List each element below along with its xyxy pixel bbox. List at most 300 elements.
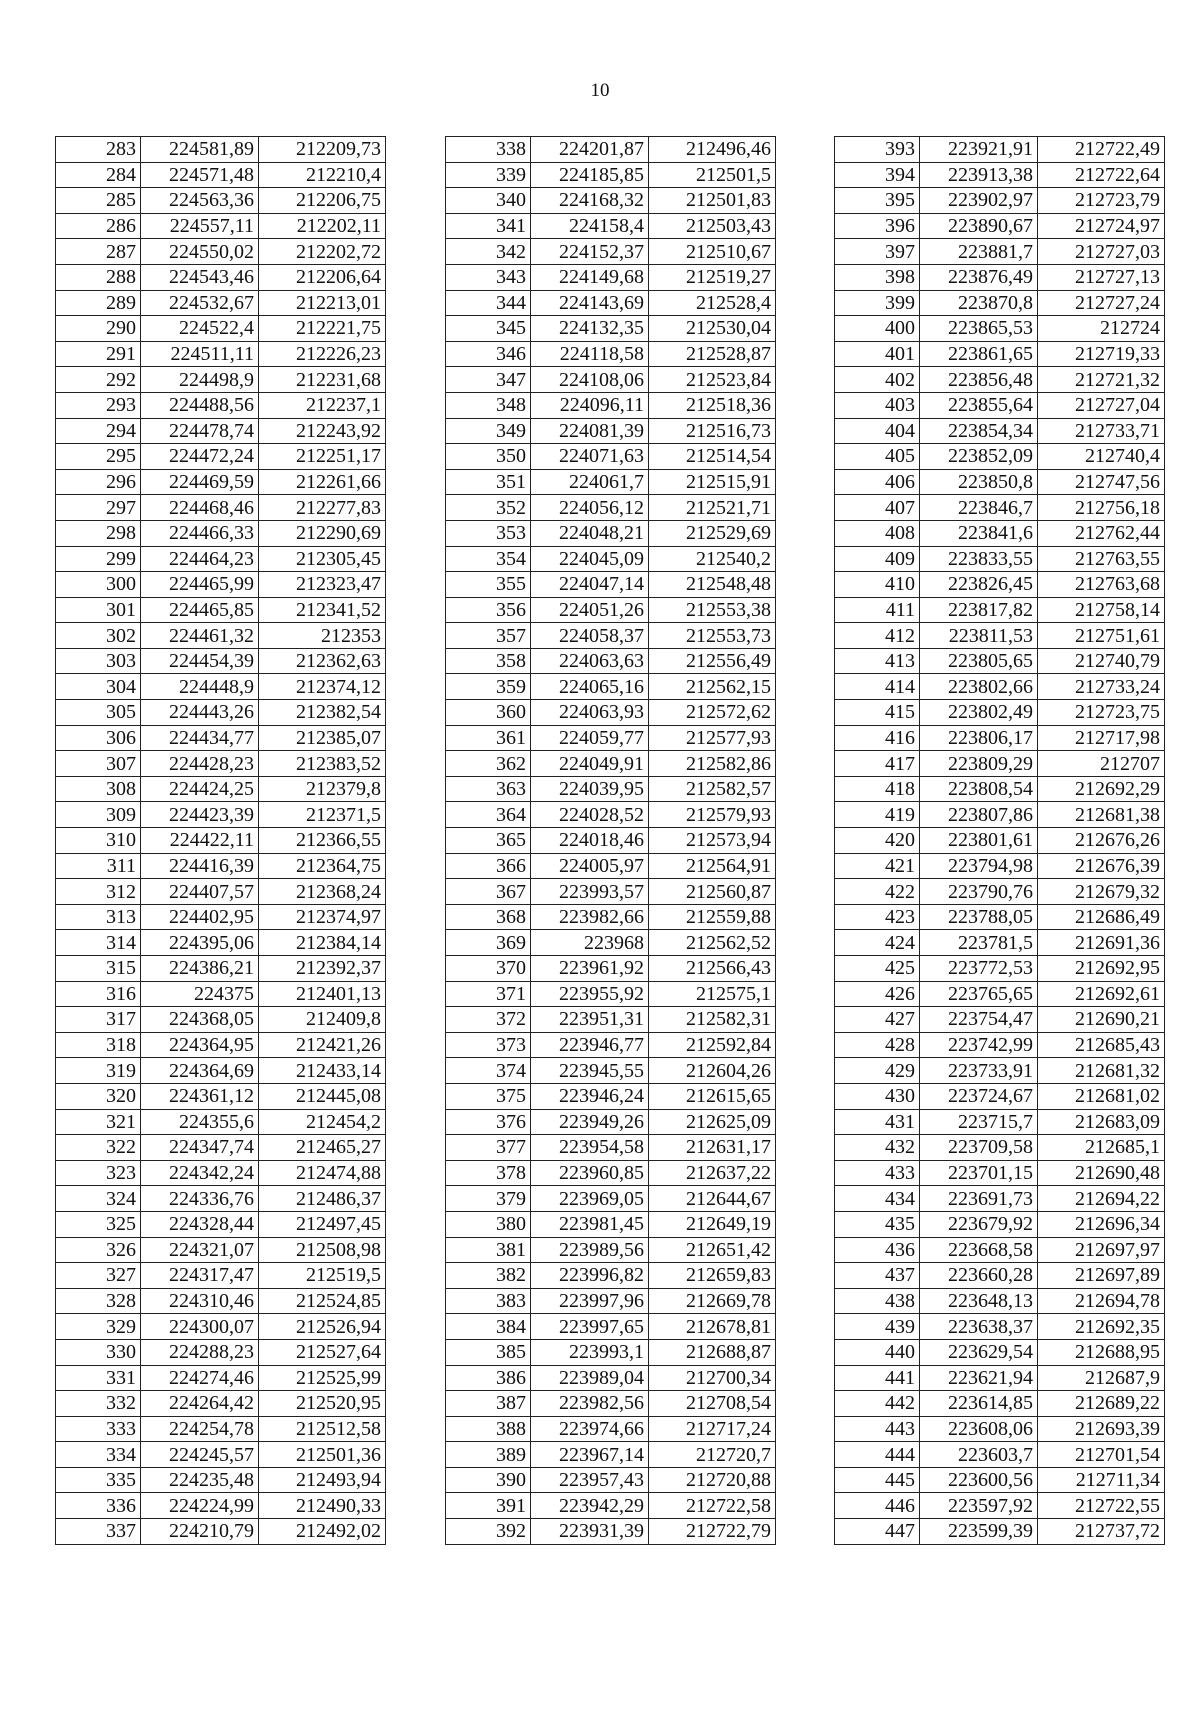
table-row bbox=[56, 1007, 386, 1033]
point-number-cell: 411 bbox=[835, 597, 920, 623]
point-number-cell: 416 bbox=[835, 725, 920, 751]
table-row bbox=[56, 1391, 386, 1417]
y-coordinate-cell: 212717,98 bbox=[1038, 725, 1165, 751]
y-coordinate-cell: 212689,22 bbox=[1038, 1391, 1165, 1417]
y-coordinate-cell: 212490,33 bbox=[259, 1493, 386, 1519]
point-number-cell: 391 bbox=[446, 1493, 531, 1519]
table-row bbox=[56, 1416, 386, 1442]
y-coordinate-cell: 212562,15 bbox=[649, 674, 776, 700]
y-coordinate-cell: 212341,52 bbox=[259, 597, 386, 623]
point-number-cell: 306 bbox=[56, 725, 141, 751]
table-row bbox=[56, 1237, 386, 1263]
y-coordinate-cell: 212382,54 bbox=[259, 700, 386, 726]
y-coordinate-cell: 212685,43 bbox=[1038, 1032, 1165, 1058]
x-coordinate-cell: 224364,69 bbox=[141, 1058, 259, 1084]
point-number-cell: 365 bbox=[446, 828, 531, 854]
table-row bbox=[835, 597, 1165, 623]
point-number-cell: 297 bbox=[56, 495, 141, 521]
table-row bbox=[446, 137, 776, 163]
x-coordinate-cell: 224342,24 bbox=[141, 1160, 259, 1186]
table-row bbox=[56, 853, 386, 879]
y-coordinate-cell: 212353 bbox=[259, 623, 386, 649]
point-number-cell: 376 bbox=[446, 1109, 531, 1135]
y-coordinate-cell: 212692,29 bbox=[1038, 776, 1165, 802]
point-number-cell: 358 bbox=[446, 648, 531, 674]
x-coordinate-cell: 223960,85 bbox=[531, 1160, 649, 1186]
x-coordinate-cell: 224448,9 bbox=[141, 674, 259, 700]
table-row bbox=[56, 1442, 386, 1468]
y-coordinate-cell: 212631,17 bbox=[649, 1135, 776, 1161]
point-number-cell: 286 bbox=[56, 213, 141, 239]
point-number-cell: 322 bbox=[56, 1135, 141, 1161]
point-number-cell: 413 bbox=[835, 648, 920, 674]
x-coordinate-cell: 224168,32 bbox=[531, 188, 649, 214]
point-number-cell: 299 bbox=[56, 546, 141, 572]
x-coordinate-cell: 224081,39 bbox=[531, 418, 649, 444]
x-coordinate-cell: 224149,68 bbox=[531, 264, 649, 290]
y-coordinate-cell: 212433,14 bbox=[259, 1058, 386, 1084]
point-number-cell: 381 bbox=[446, 1237, 531, 1263]
point-number-cell: 314 bbox=[56, 930, 141, 956]
point-number-cell: 367 bbox=[446, 879, 531, 905]
y-coordinate-cell: 212688,95 bbox=[1038, 1339, 1165, 1365]
x-coordinate-cell: 224317,47 bbox=[141, 1263, 259, 1289]
y-coordinate-cell: 212221,75 bbox=[259, 316, 386, 342]
x-coordinate-cell: 223691,73 bbox=[920, 1186, 1038, 1212]
point-number-cell: 393 bbox=[835, 137, 920, 163]
table-row bbox=[835, 1237, 1165, 1263]
point-number-cell: 401 bbox=[835, 341, 920, 367]
table-row bbox=[446, 213, 776, 239]
table-row bbox=[56, 1339, 386, 1365]
table-row bbox=[835, 213, 1165, 239]
point-number-cell: 288 bbox=[56, 264, 141, 290]
y-coordinate-cell: 212717,24 bbox=[649, 1416, 776, 1442]
y-coordinate-cell: 212520,95 bbox=[259, 1391, 386, 1417]
table-row bbox=[446, 1160, 776, 1186]
table-row bbox=[446, 623, 776, 649]
point-number-cell: 362 bbox=[446, 751, 531, 777]
point-number-cell: 357 bbox=[446, 623, 531, 649]
table-row bbox=[446, 597, 776, 623]
x-coordinate-cell: 224274,46 bbox=[141, 1365, 259, 1391]
y-coordinate-cell: 212625,09 bbox=[649, 1109, 776, 1135]
table-row bbox=[56, 264, 386, 290]
table-row bbox=[56, 1467, 386, 1493]
table-row bbox=[56, 930, 386, 956]
table-row bbox=[835, 520, 1165, 546]
point-number-cell: 415 bbox=[835, 700, 920, 726]
point-number-cell: 336 bbox=[56, 1493, 141, 1519]
table-row bbox=[446, 444, 776, 470]
point-number-cell: 319 bbox=[56, 1058, 141, 1084]
coordinates-table-1 bbox=[55, 136, 386, 1545]
table-row bbox=[446, 674, 776, 700]
y-coordinate-cell: 212679,32 bbox=[1038, 879, 1165, 905]
x-coordinate-cell: 223638,37 bbox=[920, 1314, 1038, 1340]
x-coordinate-cell: 223850,8 bbox=[920, 469, 1038, 495]
x-coordinate-cell: 224018,46 bbox=[531, 828, 649, 854]
point-number-cell: 390 bbox=[446, 1467, 531, 1493]
x-coordinate-cell: 223993,1 bbox=[531, 1339, 649, 1365]
table-row bbox=[446, 264, 776, 290]
y-coordinate-cell: 212409,8 bbox=[259, 1007, 386, 1033]
x-coordinate-cell: 223614,85 bbox=[920, 1391, 1038, 1417]
point-number-cell: 422 bbox=[835, 879, 920, 905]
y-coordinate-cell: 212206,75 bbox=[259, 188, 386, 214]
table-row bbox=[446, 725, 776, 751]
x-coordinate-cell: 223772,53 bbox=[920, 956, 1038, 982]
y-coordinate-cell: 212454,2 bbox=[259, 1109, 386, 1135]
y-coordinate-cell: 212685,1 bbox=[1038, 1135, 1165, 1161]
point-number-cell: 395 bbox=[835, 188, 920, 214]
point-number-cell: 424 bbox=[835, 930, 920, 956]
x-coordinate-cell: 223808,54 bbox=[920, 776, 1038, 802]
y-coordinate-cell: 212210,4 bbox=[259, 162, 386, 188]
point-number-cell: 361 bbox=[446, 725, 531, 751]
point-number-cell: 378 bbox=[446, 1160, 531, 1186]
table-row bbox=[56, 751, 386, 777]
x-coordinate-cell: 223801,61 bbox=[920, 828, 1038, 854]
y-coordinate-cell: 212719,33 bbox=[1038, 341, 1165, 367]
table-row bbox=[835, 674, 1165, 700]
y-coordinate-cell: 212676,39 bbox=[1038, 853, 1165, 879]
x-coordinate-cell: 224375 bbox=[141, 981, 259, 1007]
x-coordinate-cell: 224321,07 bbox=[141, 1237, 259, 1263]
point-number-cell: 283 bbox=[56, 137, 141, 163]
point-number-cell: 400 bbox=[835, 316, 920, 342]
table-row bbox=[835, 904, 1165, 930]
table-row bbox=[446, 879, 776, 905]
x-coordinate-cell: 224264,42 bbox=[141, 1391, 259, 1417]
point-number-cell: 412 bbox=[835, 623, 920, 649]
table-row bbox=[835, 725, 1165, 751]
y-coordinate-cell: 212721,32 bbox=[1038, 367, 1165, 393]
y-coordinate-cell: 212575,1 bbox=[649, 981, 776, 1007]
point-number-cell: 359 bbox=[446, 674, 531, 700]
table-row bbox=[56, 879, 386, 905]
y-coordinate-cell: 212691,36 bbox=[1038, 930, 1165, 956]
y-coordinate-cell: 212374,12 bbox=[259, 674, 386, 700]
table-row bbox=[446, 1339, 776, 1365]
point-number-cell: 428 bbox=[835, 1032, 920, 1058]
y-coordinate-cell: 212525,99 bbox=[259, 1365, 386, 1391]
point-number-cell: 402 bbox=[835, 367, 920, 393]
table-row bbox=[446, 1365, 776, 1391]
table-row bbox=[835, 495, 1165, 521]
coordinates-table-2 bbox=[445, 136, 776, 1545]
y-coordinate-cell: 212692,61 bbox=[1038, 981, 1165, 1007]
x-coordinate-cell: 223754,47 bbox=[920, 1007, 1038, 1033]
table-row bbox=[446, 367, 776, 393]
x-coordinate-cell: 223629,54 bbox=[920, 1339, 1038, 1365]
y-coordinate-cell: 212371,5 bbox=[259, 802, 386, 828]
point-number-cell: 363 bbox=[446, 776, 531, 802]
x-coordinate-cell: 223841,6 bbox=[920, 520, 1038, 546]
point-number-cell: 344 bbox=[446, 290, 531, 316]
y-coordinate-cell: 212524,85 bbox=[259, 1288, 386, 1314]
point-number-cell: 420 bbox=[835, 828, 920, 854]
table-row bbox=[835, 1519, 1165, 1545]
point-number-cell: 284 bbox=[56, 162, 141, 188]
table-row bbox=[446, 1058, 776, 1084]
x-coordinate-cell: 224511,11 bbox=[141, 341, 259, 367]
x-coordinate-cell: 224152,37 bbox=[531, 239, 649, 265]
y-coordinate-cell: 212572,62 bbox=[649, 700, 776, 726]
x-coordinate-cell: 223817,82 bbox=[920, 597, 1038, 623]
y-coordinate-cell: 212401,13 bbox=[259, 981, 386, 1007]
x-coordinate-cell: 223806,17 bbox=[920, 725, 1038, 751]
y-coordinate-cell: 212202,72 bbox=[259, 239, 386, 265]
point-number-cell: 383 bbox=[446, 1288, 531, 1314]
table-row bbox=[56, 904, 386, 930]
y-coordinate-cell: 212465,27 bbox=[259, 1135, 386, 1161]
y-coordinate-cell: 212604,26 bbox=[649, 1058, 776, 1084]
y-coordinate-cell: 212231,68 bbox=[259, 367, 386, 393]
table-row bbox=[835, 1058, 1165, 1084]
point-number-cell: 333 bbox=[56, 1416, 141, 1442]
table-row bbox=[446, 1442, 776, 1468]
point-number-cell: 409 bbox=[835, 546, 920, 572]
y-coordinate-cell: 212686,49 bbox=[1038, 904, 1165, 930]
table-row bbox=[56, 674, 386, 700]
table-row bbox=[835, 828, 1165, 854]
point-number-cell: 360 bbox=[446, 700, 531, 726]
table-row bbox=[446, 162, 776, 188]
y-coordinate-cell: 212366,55 bbox=[259, 828, 386, 854]
x-coordinate-cell: 223856,48 bbox=[920, 367, 1038, 393]
y-coordinate-cell: 212733,71 bbox=[1038, 418, 1165, 444]
point-number-cell: 437 bbox=[835, 1263, 920, 1289]
table-row bbox=[446, 392, 776, 418]
point-number-cell: 371 bbox=[446, 981, 531, 1007]
y-coordinate-cell: 212669,78 bbox=[649, 1288, 776, 1314]
table-row bbox=[56, 290, 386, 316]
x-coordinate-cell: 224201,87 bbox=[531, 137, 649, 163]
point-number-cell: 313 bbox=[56, 904, 141, 930]
x-coordinate-cell: 223989,56 bbox=[531, 1237, 649, 1263]
x-coordinate-cell: 224532,67 bbox=[141, 290, 259, 316]
y-coordinate-cell: 212723,75 bbox=[1038, 700, 1165, 726]
x-coordinate-cell: 224461,32 bbox=[141, 623, 259, 649]
point-number-cell: 399 bbox=[835, 290, 920, 316]
table-row bbox=[446, 1288, 776, 1314]
x-coordinate-cell: 223921,91 bbox=[920, 137, 1038, 163]
point-number-cell: 404 bbox=[835, 418, 920, 444]
table-row bbox=[56, 1058, 386, 1084]
y-coordinate-cell: 212497,45 bbox=[259, 1211, 386, 1237]
x-coordinate-cell: 223946,24 bbox=[531, 1083, 649, 1109]
page-number: 10 bbox=[590, 80, 610, 101]
x-coordinate-cell: 223709,58 bbox=[920, 1135, 1038, 1161]
y-coordinate-cell: 212528,4 bbox=[649, 290, 776, 316]
x-coordinate-cell: 223826,45 bbox=[920, 572, 1038, 598]
point-number-cell: 426 bbox=[835, 981, 920, 1007]
y-coordinate-cell: 212492,02 bbox=[259, 1519, 386, 1545]
point-number-cell: 311 bbox=[56, 853, 141, 879]
x-coordinate-cell: 224096,11 bbox=[531, 392, 649, 418]
point-number-cell: 354 bbox=[446, 546, 531, 572]
x-coordinate-cell: 224058,37 bbox=[531, 623, 649, 649]
table-row bbox=[56, 162, 386, 188]
x-coordinate-cell: 223969,05 bbox=[531, 1186, 649, 1212]
table-row bbox=[56, 981, 386, 1007]
y-coordinate-cell: 212687,9 bbox=[1038, 1365, 1165, 1391]
point-number-cell: 349 bbox=[446, 418, 531, 444]
point-number-cell: 382 bbox=[446, 1263, 531, 1289]
y-coordinate-cell: 212501,36 bbox=[259, 1442, 386, 1468]
table-row bbox=[835, 700, 1165, 726]
table-row bbox=[835, 1416, 1165, 1442]
table-row bbox=[56, 623, 386, 649]
point-number-cell: 435 bbox=[835, 1211, 920, 1237]
y-coordinate-cell: 212503,43 bbox=[649, 213, 776, 239]
table-row bbox=[446, 520, 776, 546]
x-coordinate-cell: 224472,24 bbox=[141, 444, 259, 470]
table-row bbox=[835, 188, 1165, 214]
table-row bbox=[835, 162, 1165, 188]
x-coordinate-cell: 223846,7 bbox=[920, 495, 1038, 521]
y-coordinate-cell: 212486,37 bbox=[259, 1186, 386, 1212]
table-row bbox=[835, 853, 1165, 879]
table-row bbox=[835, 469, 1165, 495]
y-coordinate-cell: 212727,24 bbox=[1038, 290, 1165, 316]
x-coordinate-cell: 224416,39 bbox=[141, 853, 259, 879]
x-coordinate-cell: 223876,49 bbox=[920, 264, 1038, 290]
table-row bbox=[835, 1135, 1165, 1161]
table-row bbox=[835, 1442, 1165, 1468]
y-coordinate-cell: 212720,7 bbox=[649, 1442, 776, 1468]
table-row bbox=[56, 828, 386, 854]
point-number-cell: 298 bbox=[56, 520, 141, 546]
table-row bbox=[56, 137, 386, 163]
point-number-cell: 317 bbox=[56, 1007, 141, 1033]
table-row bbox=[835, 648, 1165, 674]
table-row bbox=[56, 546, 386, 572]
table-row bbox=[56, 956, 386, 982]
table-row bbox=[835, 623, 1165, 649]
y-coordinate-cell: 212521,71 bbox=[649, 495, 776, 521]
x-coordinate-cell: 224581,89 bbox=[141, 137, 259, 163]
x-coordinate-cell: 224465,99 bbox=[141, 572, 259, 598]
table-row bbox=[835, 239, 1165, 265]
x-coordinate-cell: 223968 bbox=[531, 930, 649, 956]
point-number-cell: 441 bbox=[835, 1365, 920, 1391]
point-number-cell: 392 bbox=[446, 1519, 531, 1545]
y-coordinate-cell: 212523,84 bbox=[649, 367, 776, 393]
table-row bbox=[835, 1493, 1165, 1519]
point-number-cell: 396 bbox=[835, 213, 920, 239]
x-coordinate-cell: 223945,55 bbox=[531, 1058, 649, 1084]
point-number-cell: 307 bbox=[56, 751, 141, 777]
point-number-cell: 285 bbox=[56, 188, 141, 214]
x-coordinate-cell: 223733,91 bbox=[920, 1058, 1038, 1084]
y-coordinate-cell: 212209,73 bbox=[259, 137, 386, 163]
x-coordinate-cell: 224118,58 bbox=[531, 341, 649, 367]
x-coordinate-cell: 224522,4 bbox=[141, 316, 259, 342]
table-row bbox=[56, 495, 386, 521]
point-number-cell: 291 bbox=[56, 341, 141, 367]
point-number-cell: 315 bbox=[56, 956, 141, 982]
point-number-cell: 331 bbox=[56, 1365, 141, 1391]
point-number-cell: 324 bbox=[56, 1186, 141, 1212]
table-row bbox=[446, 188, 776, 214]
y-coordinate-cell: 212323,47 bbox=[259, 572, 386, 598]
x-coordinate-cell: 223870,8 bbox=[920, 290, 1038, 316]
y-coordinate-cell: 212305,45 bbox=[259, 546, 386, 572]
point-number-cell: 408 bbox=[835, 520, 920, 546]
point-number-cell: 375 bbox=[446, 1083, 531, 1109]
table-row bbox=[446, 1083, 776, 1109]
point-number-cell: 345 bbox=[446, 316, 531, 342]
table-row bbox=[56, 1032, 386, 1058]
y-coordinate-cell: 212362,63 bbox=[259, 648, 386, 674]
table-row bbox=[56, 648, 386, 674]
point-number-cell: 418 bbox=[835, 776, 920, 802]
table-row bbox=[56, 392, 386, 418]
table-row bbox=[835, 546, 1165, 572]
y-coordinate-cell: 212694,22 bbox=[1038, 1186, 1165, 1212]
x-coordinate-cell: 224048,21 bbox=[531, 520, 649, 546]
y-coordinate-cell: 212692,35 bbox=[1038, 1314, 1165, 1340]
y-coordinate-cell: 212512,58 bbox=[259, 1416, 386, 1442]
y-coordinate-cell: 212763,68 bbox=[1038, 572, 1165, 598]
y-coordinate-cell: 212649,19 bbox=[649, 1211, 776, 1237]
table-row bbox=[446, 1237, 776, 1263]
table-row bbox=[56, 776, 386, 802]
y-coordinate-cell: 212711,34 bbox=[1038, 1467, 1165, 1493]
y-coordinate-cell: 212708,54 bbox=[649, 1391, 776, 1417]
point-number-cell: 431 bbox=[835, 1109, 920, 1135]
point-number-cell: 328 bbox=[56, 1288, 141, 1314]
y-coordinate-cell: 212368,24 bbox=[259, 879, 386, 905]
x-coordinate-cell: 224469,59 bbox=[141, 469, 259, 495]
x-coordinate-cell: 223802,66 bbox=[920, 674, 1038, 700]
x-coordinate-cell: 224347,74 bbox=[141, 1135, 259, 1161]
point-number-cell: 342 bbox=[446, 239, 531, 265]
x-coordinate-cell: 224224,99 bbox=[141, 1493, 259, 1519]
x-coordinate-cell: 223600,56 bbox=[920, 1467, 1038, 1493]
y-coordinate-cell: 212518,36 bbox=[649, 392, 776, 418]
point-number-cell: 287 bbox=[56, 239, 141, 265]
table-row bbox=[446, 316, 776, 342]
x-coordinate-cell: 224143,69 bbox=[531, 290, 649, 316]
x-coordinate-cell: 224045,09 bbox=[531, 546, 649, 572]
x-coordinate-cell: 224543,46 bbox=[141, 264, 259, 290]
x-coordinate-cell: 224063,93 bbox=[531, 700, 649, 726]
x-coordinate-cell: 223679,92 bbox=[920, 1211, 1038, 1237]
y-coordinate-cell: 212707 bbox=[1038, 751, 1165, 777]
x-coordinate-cell: 224428,23 bbox=[141, 751, 259, 777]
point-number-cell: 300 bbox=[56, 572, 141, 598]
table-row bbox=[835, 137, 1165, 163]
x-coordinate-cell: 223701,15 bbox=[920, 1160, 1038, 1186]
table-row bbox=[446, 495, 776, 521]
x-coordinate-cell: 224254,78 bbox=[141, 1416, 259, 1442]
y-coordinate-cell: 212701,54 bbox=[1038, 1442, 1165, 1468]
y-coordinate-cell: 212678,81 bbox=[649, 1314, 776, 1340]
point-number-cell: 386 bbox=[446, 1365, 531, 1391]
x-coordinate-cell: 223951,31 bbox=[531, 1007, 649, 1033]
point-number-cell: 398 bbox=[835, 264, 920, 290]
x-coordinate-cell: 224468,46 bbox=[141, 495, 259, 521]
x-coordinate-cell: 223805,65 bbox=[920, 648, 1038, 674]
y-coordinate-cell: 212722,79 bbox=[649, 1519, 776, 1545]
y-coordinate-cell: 212697,89 bbox=[1038, 1263, 1165, 1289]
y-coordinate-cell: 212722,49 bbox=[1038, 137, 1165, 163]
x-coordinate-cell: 223648,13 bbox=[920, 1288, 1038, 1314]
x-coordinate-cell: 223788,05 bbox=[920, 904, 1038, 930]
